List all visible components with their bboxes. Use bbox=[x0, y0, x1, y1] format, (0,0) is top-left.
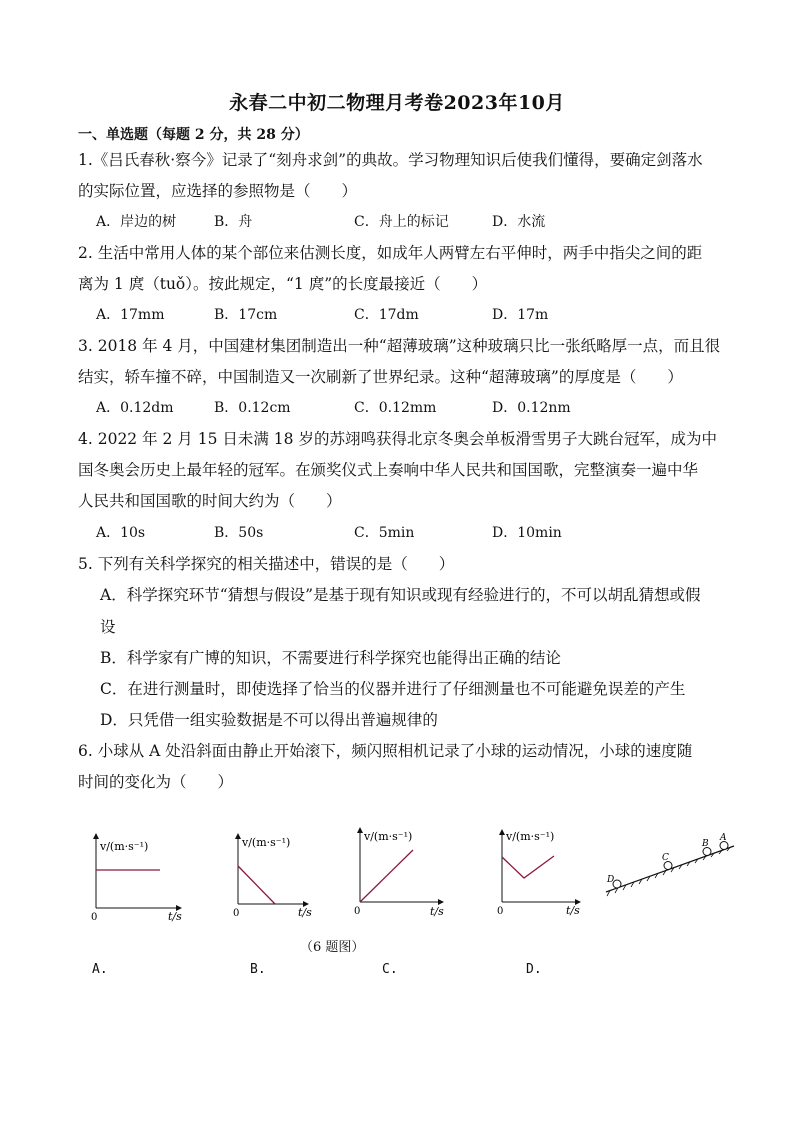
q1-option-b: B．舟 bbox=[214, 214, 253, 230]
q1-option-d: D．水流 bbox=[492, 214, 546, 230]
point-label-a: A bbox=[720, 833, 727, 843]
origin-label: 0 bbox=[354, 906, 361, 917]
point-label-b: B bbox=[702, 839, 709, 849]
q3-option-d: D．0.12nm bbox=[492, 400, 571, 416]
t-axis-label: t/s bbox=[430, 905, 444, 918]
figure-caption: （6 题图） bbox=[300, 940, 365, 955]
v-axis-label: v/(m·s⁻¹) bbox=[506, 830, 555, 843]
q4-option-b: B．50s bbox=[214, 525, 264, 541]
q2-option-a: A．17mm bbox=[96, 307, 165, 323]
q4-option-c: C．5min bbox=[354, 525, 415, 541]
t-axis-label: t/s bbox=[168, 910, 182, 922]
graph-label-d: D. bbox=[526, 962, 542, 977]
t-axis-label: t/s bbox=[298, 906, 312, 919]
q4-stem-line1: 4. 2022 年 2 月 15 日未满 18 岁的苏翊鸣获得北京冬奥会单板滑雪男子大跳台冠军，成为中 bbox=[78, 430, 717, 448]
curve-c bbox=[360, 850, 413, 902]
origin-label: 0 bbox=[91, 912, 98, 922]
t-axis-label: t/s bbox=[566, 904, 580, 917]
point-label-c: C bbox=[662, 853, 669, 863]
graph-a-vt bbox=[86, 826, 201, 922]
q5-stem: 5. 下列有关科学探究的相关描述中，错误的是（ ） bbox=[78, 555, 455, 573]
q4-option-a: A．10s bbox=[96, 525, 146, 541]
q2-option-c: C．17dm bbox=[354, 307, 419, 323]
q3-stem-line2: 结实，轿车撞不碎，中国制造又一次刷新了世界纪录。这种“超薄玻璃”的厚度是（ ） bbox=[78, 368, 683, 386]
q5-option-a-line1: A．科学探究环节“猜想与假设”是基于现有知识或现有经验进行的，不可以胡乱猜想或假 bbox=[100, 586, 701, 604]
graph-b-vt bbox=[228, 826, 328, 922]
q3-stem-line1: 3. 2018 年 4 月，中国建材集团制造出一种“超薄玻璃”这种玻璃只比一张纸略厚一点，而且很 bbox=[78, 337, 721, 355]
q4-stem-line3: 人民共和国国歌的时间大约为（ ） bbox=[78, 492, 342, 510]
graph-label-b: B. bbox=[250, 962, 266, 977]
q4-option-d: D．10min bbox=[492, 525, 562, 541]
curve-d bbox=[502, 856, 554, 878]
graph-label-a: A. bbox=[92, 962, 108, 977]
q5-option-b: B．科学家有广博的知识，不需要进行科学探究也能得出正确的结论 bbox=[100, 649, 561, 667]
q1-stem-line1: 1.《吕氏春秋·察今》记录了“刻舟求剑”的典故。学习物理知识后使我们懂得，要确定剑落水 bbox=[78, 151, 703, 169]
page-title: 永春二中初二物理月考卷2023年10月 bbox=[229, 92, 565, 114]
q1-stem-line2: 的实际位置，应选择的参照物是（ ） bbox=[78, 182, 358, 200]
v-axis-label: v/(m·s⁻¹) bbox=[364, 830, 413, 843]
q1-option-c: C．舟上的标记 bbox=[354, 214, 449, 230]
q5-option-d: D．只凭借一组实验数据是不可以得出普遍规律的 bbox=[100, 711, 438, 729]
q6-stem-line1: 6. 小球从 A 处沿斜面由静止开始滚下，频闪照相机记录了小球的运动情况，小球的速度随 bbox=[78, 742, 693, 760]
curve-b bbox=[238, 866, 275, 904]
v-axis-label: v/(m·s⁻¹) bbox=[100, 840, 149, 853]
graph-label-c: C. bbox=[382, 962, 398, 977]
q4-stem-line2: 国冬奥会历史上最年轻的冠军。在颁奖仪式上奏响中华人民共和国国歌，完整演奏一遍中华 bbox=[78, 461, 699, 479]
q2-stem-line1: 2. 生活中常用人体的某个部位来估测长度，如成年人两臂左右平伸时，两手中指尖之间的距 bbox=[78, 244, 703, 262]
q2-option-d: D．17m bbox=[492, 307, 549, 323]
q3-option-b: B．0.12cm bbox=[214, 400, 291, 416]
q1-option-a: A．岸边的树 bbox=[96, 214, 177, 230]
incline-diagram bbox=[600, 826, 740, 902]
point-label-d: D bbox=[607, 875, 615, 885]
origin-label: 0 bbox=[497, 906, 504, 917]
q5-option-a-line2: 设 bbox=[100, 618, 116, 636]
v-axis-label: v/(m·s⁻¹) bbox=[242, 836, 291, 849]
section-heading: 一、单选题（每题 2 分，共 28 分） bbox=[78, 127, 309, 143]
q3-option-c: C．0.12mm bbox=[354, 400, 437, 416]
q5-option-c: C．在进行测量时，即使选择了恰当的仪器并进行了仔细测量也不可能避免误差的产生 bbox=[100, 680, 686, 698]
graph-d-vt bbox=[492, 822, 592, 920]
q3-option-a: A．0.12dm bbox=[96, 400, 174, 416]
q2-stem-line2: 离为 1 庹（tuǒ）。按此规定，“1 庹”的长度最接近（ ） bbox=[78, 275, 488, 293]
graph-c-vt bbox=[348, 820, 458, 920]
q2-option-b: B．17cm bbox=[214, 307, 278, 323]
origin-label: 0 bbox=[233, 908, 240, 919]
q6-stem-line2: 时间的变化为（ ） bbox=[78, 773, 234, 791]
